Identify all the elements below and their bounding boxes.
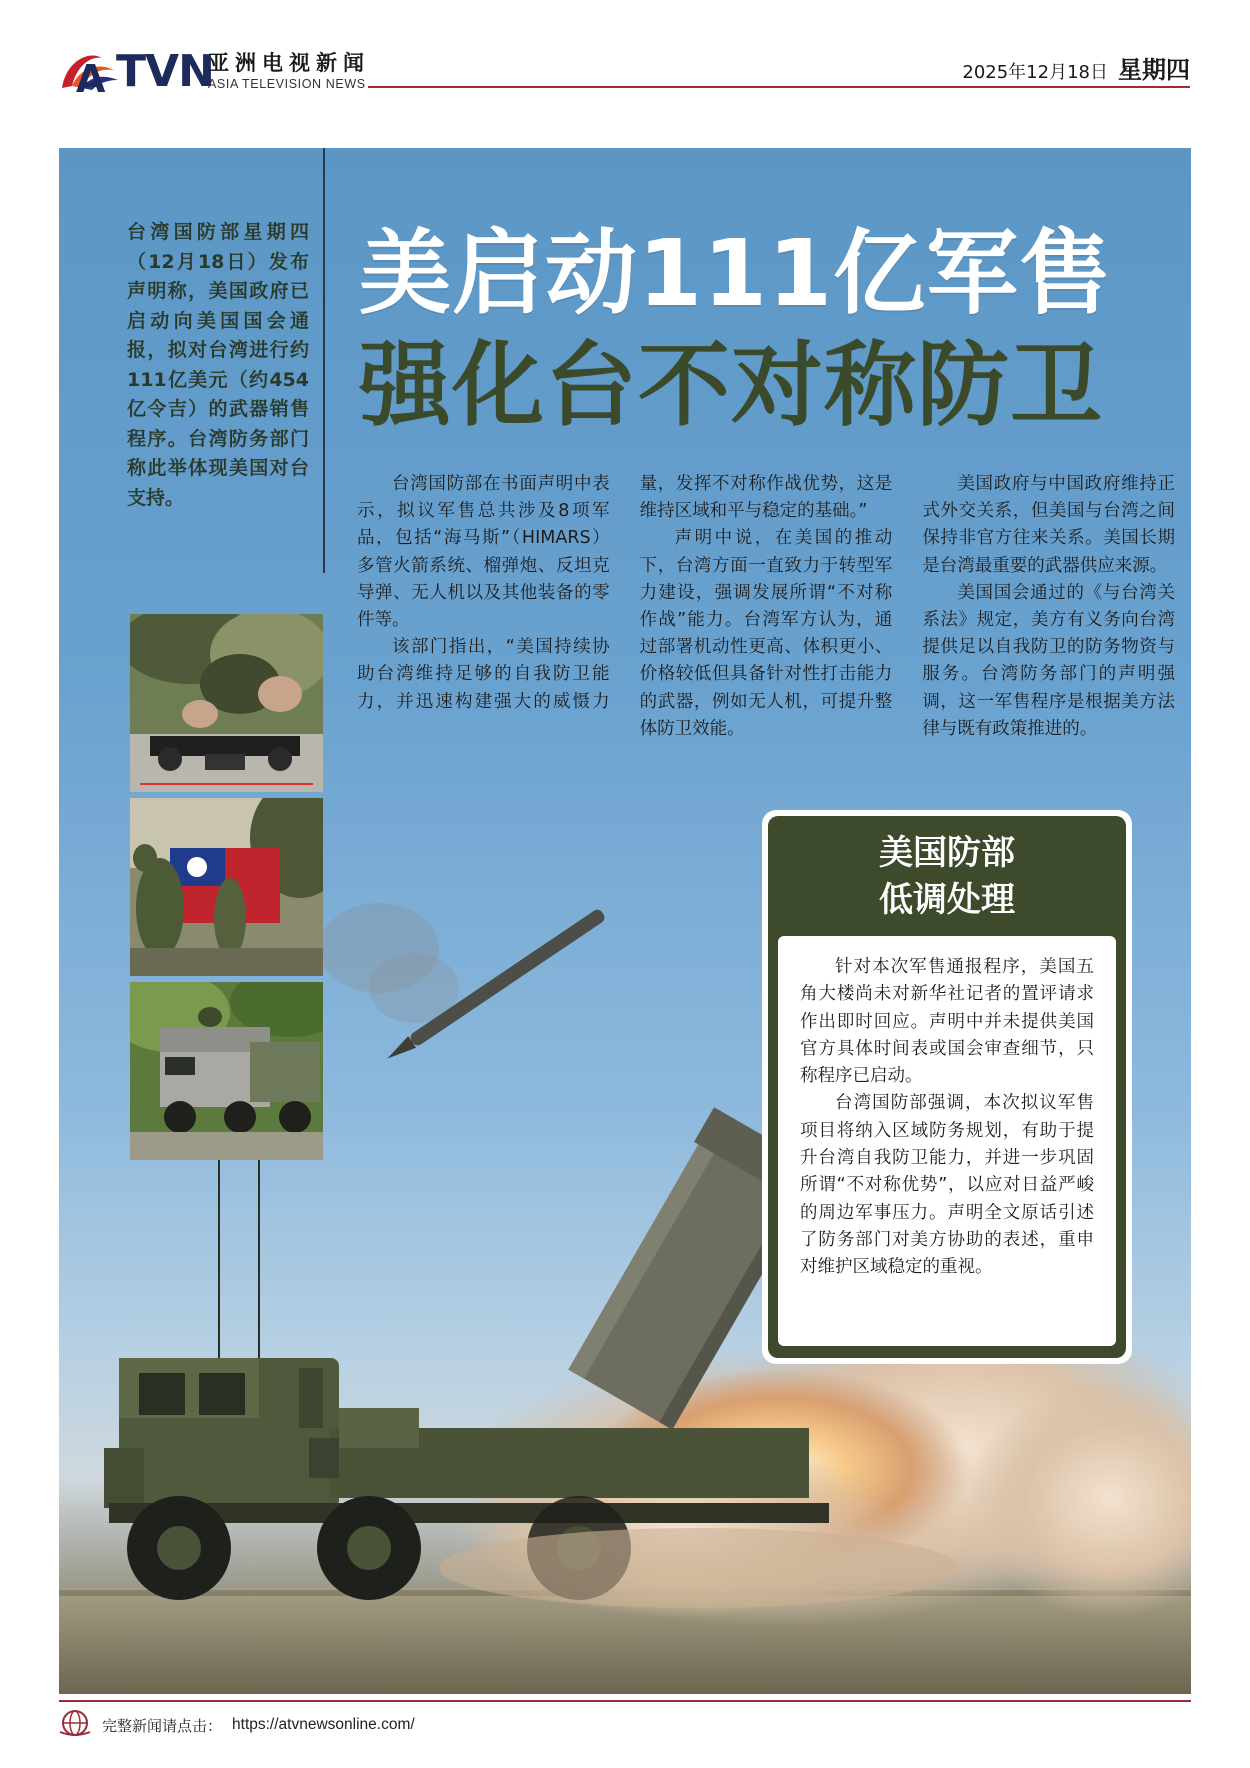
photo-military-truck[interactable] xyxy=(130,982,323,1160)
footer-link[interactable]: https://atvnewsonline.com/ xyxy=(232,1716,415,1733)
brand-name xyxy=(208,50,370,92)
logo-text: TVN xyxy=(116,46,214,97)
feature-panel xyxy=(59,148,1191,1694)
sidebar-body xyxy=(778,936,1116,1346)
article-paragraph: 该部门指出，“美国持续协助台湾维持足够的自我防卫能力，并迅速构建强大的威慑力量，发挥不对称作战优势，这是维持区域和平与稳定的基础。” xyxy=(357,474,893,712)
footer-rule xyxy=(59,1700,1191,1702)
article-body xyxy=(357,471,1175,781)
atvn-logo[interactable] xyxy=(58,48,214,96)
logo-swoosh-icon xyxy=(58,48,120,96)
dateline xyxy=(962,50,1190,85)
article-lead: 台湾国防部星期四（12月18日）发布声明称，美国政府已启动向美国国会通报，拟对台湾进行约111亿美元（约454亿令吉）的武器销售程序。台湾防务部门称此举体现美国对台支持。 xyxy=(127,221,309,509)
issue-date: 2025年12月18日 xyxy=(962,62,1108,83)
sidebar-paragraph: 针对本次军售通报程序，美国五角大楼尚未对新华社记者的置评请求作出即时回应。声明中并未提供美国官方具体时间表或国会审查细节，只称程序已启动。 xyxy=(800,957,1094,1087)
photo-soldiers-flag[interactable] xyxy=(130,798,323,976)
sidebar-title-line-1: 美国防部 xyxy=(879,833,1015,873)
headline xyxy=(359,218,1179,442)
article-paragraph: 台湾国防部在书面声明中表示，拟议军售总共涉及8项军品，包括“海马斯”（HIMARS）多管火箭系统、榴弹炮、反坦克导弹、无人机以及其他装备的零件等。 xyxy=(357,474,610,631)
photo-soldier-drone[interactable] xyxy=(130,614,323,792)
sidebar-paragraph: 台湾国防部强调，本次拟议军售项目将纳入区域防务规划，有助于提升台湾自我防卫能力，并进一步巩固所谓“不对称优势”，以应对日益严峻的周边军事压力。声明全文原话引述了防务部门对美方协助的表述，重申对维护区域稳定的重视。 xyxy=(800,1093,1094,1278)
footer xyxy=(58,1707,415,1743)
svg-text:A: A xyxy=(76,57,106,96)
brand-name-cn: 亚洲电视新闻 xyxy=(208,51,370,75)
sidebar-title-line-2: 低调处理 xyxy=(879,880,1015,920)
headline-line-1: 美启动111亿军售 xyxy=(359,220,1113,327)
brand-name-en: ASIA TELEVISION NEWS xyxy=(208,77,366,91)
headline-line-2: 强化台不对称防卫 xyxy=(359,332,1104,439)
footer-label: 完整新闻请点击： xyxy=(102,1716,223,1735)
column-divider xyxy=(323,148,325,573)
header-rule xyxy=(368,86,1190,88)
globe-icon xyxy=(58,1708,92,1742)
sidebar-box xyxy=(762,810,1132,1364)
sidebar-panel xyxy=(768,816,1126,1358)
article-paragraph: 声明中说，在美国的推动下，台湾方面一直致力于转型军力建设，强调发展所谓“不对称作战”能力。台湾军方认为，通过部署机动性更高、体积更小、价格较低但具备针对性打击能力的武器，例如无人机，可提升整体防卫效能。 xyxy=(639,528,893,739)
article-paragraph: 美国国会通过的《与台湾关系法》规定，美方有义务向台湾提供足以自我防卫的防务物资与服务。台湾防务部门的声明强调，这一军售程序是根据美方法律与既有政策推进的。 xyxy=(922,582,1175,739)
masthead xyxy=(0,0,1250,110)
issue-weekday: 星期四 xyxy=(1118,56,1190,84)
sidebar-title xyxy=(768,830,1126,924)
article-paragraph: 美国政府与中国政府维持正式外交关系，但美国与台湾之间保持非官方往来关系。美国长期是台湾最重要的武器供应来源。 xyxy=(922,474,1175,576)
